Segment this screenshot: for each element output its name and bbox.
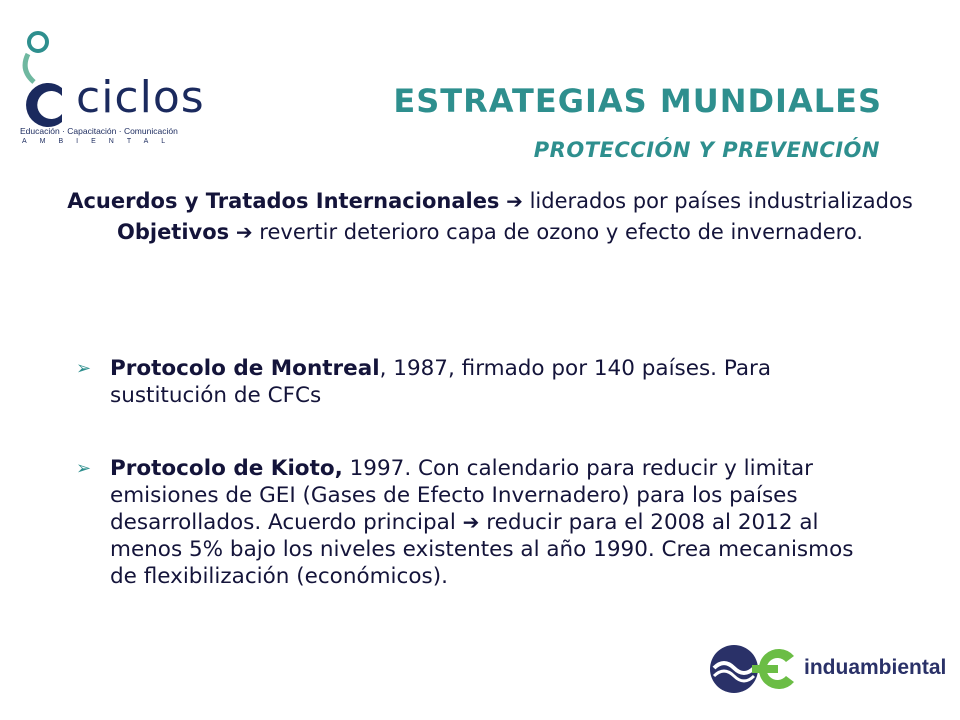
induambiental-logo	[708, 642, 947, 696]
intro-line-1-rest: liderados por países industrializados	[522, 189, 913, 213]
intro-line-1-bold: Acuerdos y Tratados Internacionales	[67, 189, 500, 213]
list-item	[76, 455, 886, 590]
bullet-rest-a: 1997. Con calendario para reducir y limitar emisiones de GEI (Gases de Efecto Invernadero) para los países desarrollados. Acuerdo principal	[110, 456, 813, 535]
intro-line-1	[60, 188, 920, 215]
bullet-arrow-icon: ➢	[76, 358, 92, 379]
arrow-right-icon: ➔	[506, 189, 523, 213]
bullet-arrow-icon: ➢	[76, 458, 92, 479]
ciclos-wordmark: ciclos	[76, 72, 205, 123]
ciclos-tagline: Educación · Capacitación · Comunicación	[20, 126, 178, 136]
bullet-list	[76, 355, 886, 636]
bullet-bold: Protocolo de Montreal	[110, 356, 380, 381]
intro-line-2-bold: Objetivos	[116, 220, 230, 244]
bullet-text	[110, 355, 886, 409]
arrow-right-icon: ➔	[462, 510, 480, 534]
induambiental-wordmark: induambiental	[804, 656, 947, 679]
bullet-rest-b: reducir para el 2008 al 2012 al menos 5% bajo los niveles existentes al año 1990. Crea mecanismos de flexibilización (económicos).	[110, 510, 854, 589]
ciclos-subline: AMBIENTAL	[22, 138, 179, 145]
intro-line-2-rest: revertir deterioro capa de ozono y efecto de invernadero.	[252, 220, 864, 244]
arrow-right-icon: ➔	[235, 220, 253, 244]
bullet-rest: , 1987, firmado por 140 países. Para sustitución de CFCs	[110, 356, 772, 408]
intro-line-2	[60, 219, 920, 246]
page-title: ESTRATEGIAS MUNDIALES	[393, 82, 882, 120]
induambiental-logo-mark-icon	[708, 642, 800, 696]
list-item	[76, 355, 886, 409]
bullet-bold: Protocolo de Kioto,	[110, 456, 343, 481]
page-subtitle: PROTECCIÓN Y PREVENCIÓN	[533, 138, 880, 162]
intro-block	[60, 188, 920, 250]
ciclos-logo	[18, 30, 205, 145]
bullet-text	[110, 455, 886, 590]
